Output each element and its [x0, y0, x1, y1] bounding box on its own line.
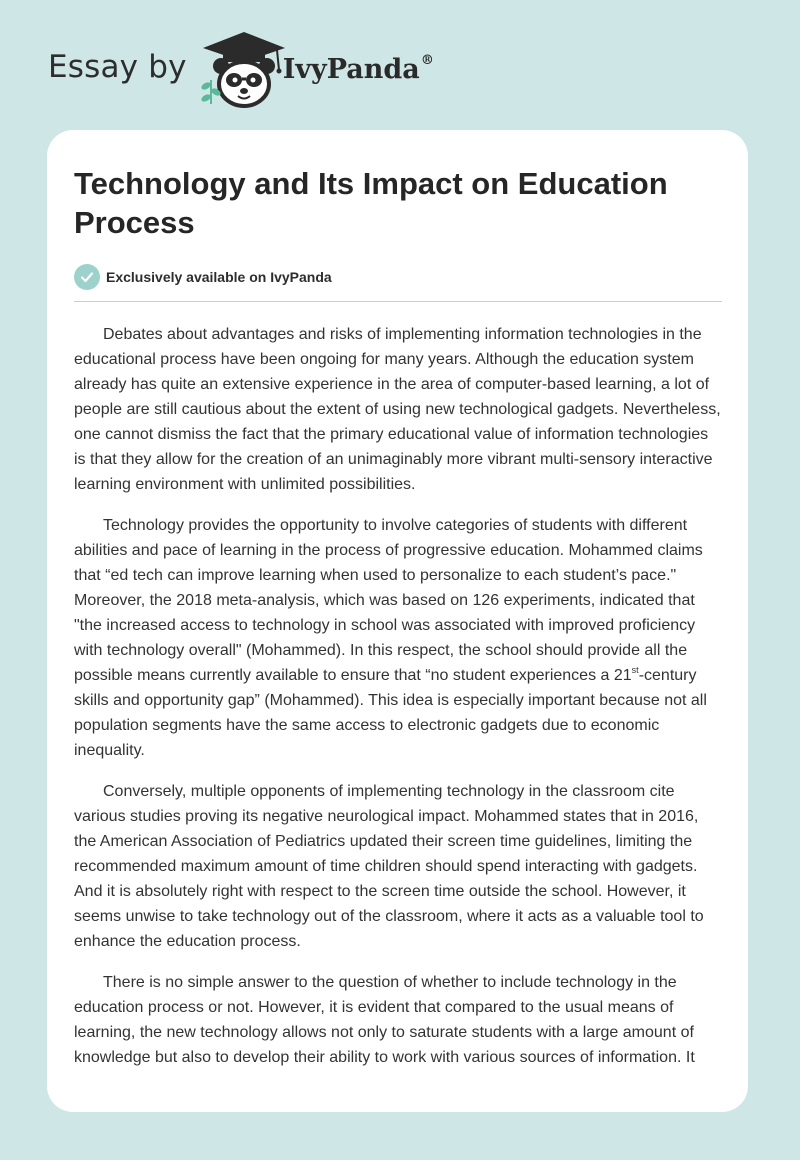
title-divider [74, 301, 722, 302]
paragraph-3: Conversely, multiple opponents of implementing technology in the classroom cite various studies proving its negative neurological impact. Mohammed states that in 2016, the American Association of Pediatrics updated their screen time guidelines, limiting the recommended maximum amount of time children should spend interacting with gadgets. And it is absolutely right with respect to the screen time outside the school. However, it seems unwise to take technology out of the classroom, where it acts as a valuable tool to enhance the education process. [74, 783, 704, 950]
paragraph-4: There is no simple answer to the question of whether to include technology in the education process or not. However, it is evident that compared to the usual means of learning, the new technology allows not only to saturate students with a large amount of knowledge but also to develop their ability to work with various sources of information. It [74, 974, 695, 1066]
essay-card [47, 130, 748, 1112]
paragraph-2: Technology provides the opportunity to involve categories of students with different abilities and pace of learning in the process of progressive education. Mohammed claims that “ed tech can improve learning when used to personalize to each student’s pace." Moreover, the 2018 meta-analysis, which was based on 126 experiments, indicated that "the increased access to technology in school was associated with improved proficiency with technology overall" (Mohammed). In this respect, the school should provide all the possible means currently available to ensure that “no student experiences a 21st-century skills and opportunity gap” (Mohammed). This idea is especially important because not all population segments have the same access to electronic gadgets due to economic inequality. [74, 517, 707, 759]
essay-body [74, 322, 724, 1070]
check-circle-icon [74, 264, 100, 290]
brand-name: IvyPanda® [282, 53, 434, 85]
exclusive-label: Exclusively available on IvyPanda [106, 269, 332, 285]
paragraph-1: Debates about advantages and risks of implementing information technologies in the educational process have been ongoing for many years. Although the education system already has quite an extensive experience in the area of computer-based learning, a lot of people are still cautious about the extent of using new technological gadgets. Nevertheless, one cannot dismiss the fact that the primary educational value of information technologies is that they allow for the creation of an unimaginably more vibrant multi-sensory interactive learning environment with unlimited possibilities. [74, 326, 721, 493]
essay-title: Technology and Its Impact on Education Process [74, 166, 668, 240]
panda-graduate-logo-icon[interactable] [199, 30, 289, 110]
exclusive-notice [74, 263, 724, 291]
essay-by-label: Essay by [48, 49, 187, 85]
ordinal-superscript: st [631, 665, 639, 675]
site-header [48, 30, 434, 110]
registered-mark: ® [420, 53, 434, 68]
